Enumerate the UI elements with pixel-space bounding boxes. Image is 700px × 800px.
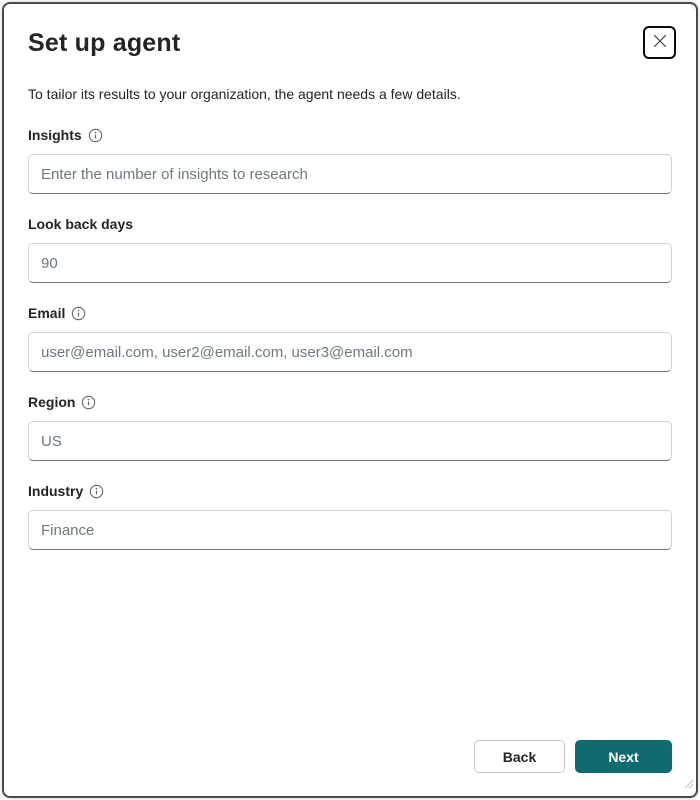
setup-agent-form xyxy=(28,127,672,550)
next-button[interactable]: Next xyxy=(575,740,672,773)
info-icon[interactable] xyxy=(88,128,103,143)
field-label-text: Email xyxy=(28,305,66,321)
field-label-text: Region xyxy=(28,394,76,410)
info-icon[interactable] xyxy=(81,395,96,410)
setup-agent-dialog xyxy=(2,2,698,798)
insights-input[interactable] xyxy=(28,154,672,194)
close-button[interactable] xyxy=(643,26,676,59)
field-label xyxy=(28,216,672,232)
field-label-text: Look back days xyxy=(28,216,134,232)
field-label xyxy=(28,305,672,321)
field-look-back-days xyxy=(28,216,672,283)
info-icon[interactable] xyxy=(71,306,86,321)
field-label-text: Insights xyxy=(28,127,82,143)
resize-handle-icon[interactable] xyxy=(682,776,694,794)
dialog-footer xyxy=(474,740,672,773)
field-region xyxy=(28,394,672,461)
email-input[interactable] xyxy=(28,332,672,372)
field-email xyxy=(28,305,672,372)
field-label xyxy=(28,483,672,499)
look-back-days-input[interactable] xyxy=(28,243,672,283)
dialog-subtitle: To tailor its results to your organization, the agent needs a few details. xyxy=(28,86,461,102)
info-icon[interactable] xyxy=(89,484,104,499)
field-insights xyxy=(28,127,672,194)
dialog-header xyxy=(28,28,672,59)
industry-input[interactable] xyxy=(28,510,672,550)
field-industry xyxy=(28,483,672,550)
close-icon xyxy=(653,34,667,51)
field-label xyxy=(28,127,672,143)
region-input[interactable] xyxy=(28,421,672,461)
field-label-text: Industry xyxy=(28,483,84,499)
back-button[interactable]: Back xyxy=(474,740,565,773)
field-label xyxy=(28,394,672,410)
dialog-title: Set up agent xyxy=(28,29,181,57)
